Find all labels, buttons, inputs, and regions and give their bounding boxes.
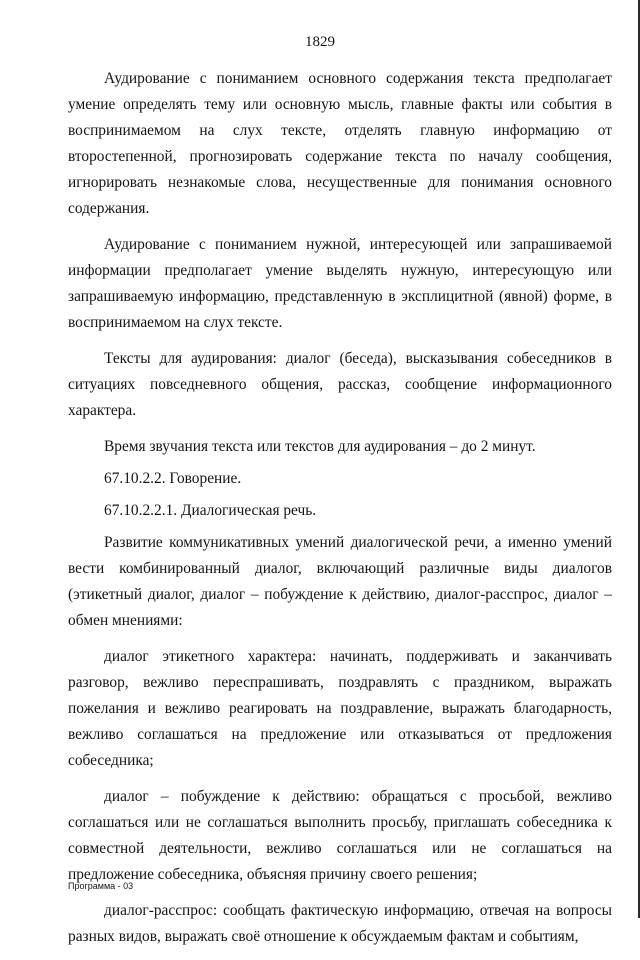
page-number: 1829	[305, 34, 335, 50]
paragraph-listening-required-info: Аудирование с пониманием нужной, интересующей или запрашиваемой информации предполагает умение выделять нужную, интересующую или запрашиваемую информацию, представленную в эксплицитной (явной) форме, в воспринимаемом на слух тексте.	[68, 236, 612, 331]
paragraph-listening-texts: Тексты для аудирования: диалог (беседа), высказывания собеседников в ситуациях повседневного общения, рассказ, сообщение информационного характера.	[68, 350, 612, 419]
section-heading-speaking: 67.10.2.2. Говорение.	[104, 470, 242, 487]
paragraph-inquiry-dialogue: диалог-расспрос: сообщать фактическую информацию, отвечая на вопросы разных видов, выражать своё отношение к обсуждаемым фактам и событиям,	[68, 902, 612, 945]
paragraph-listening-duration: Время звучания текста или текстов для аудирования – до 2 минут.	[104, 438, 536, 455]
document-body	[68, 66, 612, 960]
paragraph-etiquette-dialogue: диалог этикетного характера: начинать, поддерживать и заканчивать разговор, вежливо переспрашивать, поздравлять с праздником, выражать пожелания и вежливо реагировать на поздравление, выражать благодарность, вежливо соглашаться на предложение или отказываться от предложения собеседника;	[68, 648, 612, 769]
paragraph-dialogue-skills: Развитие коммуникативных умений диалогической речи, а именно умений вести комбинированный диалог, включающий различные виды диалогов (этикетный диалог, диалог – побуждение к действию, диалог-расспрос, диалог – обмен мнениями:	[68, 534, 612, 629]
paragraph-action-dialogue: диалог – побуждение к действию: обращаться с просьбой, вежливо соглашаться или не соглашаться выполнить просьбу, приглашать собеседника к совместной деятельности, вежливо соглашаться или не соглашаться на предложение собеседника, объясняя причину своего решения;	[68, 788, 612, 883]
footer-program-label: Программа - 03	[68, 881, 134, 891]
paragraph-listening-main-content: Аудирование с пониманием основного содержания текста предполагает умение определять тему или основную мысль, главные факты или события в воспринимаемом на слух тексте, отделять главную информацию от второстепенной, прогнозировать содержание текста по началу сообщения, игнорировать незнакомые слова, несущественные для понимания основного содержания.	[68, 70, 612, 217]
section-heading-dialogue: 67.10.2.2.1. Диалогическая речь.	[104, 502, 317, 519]
